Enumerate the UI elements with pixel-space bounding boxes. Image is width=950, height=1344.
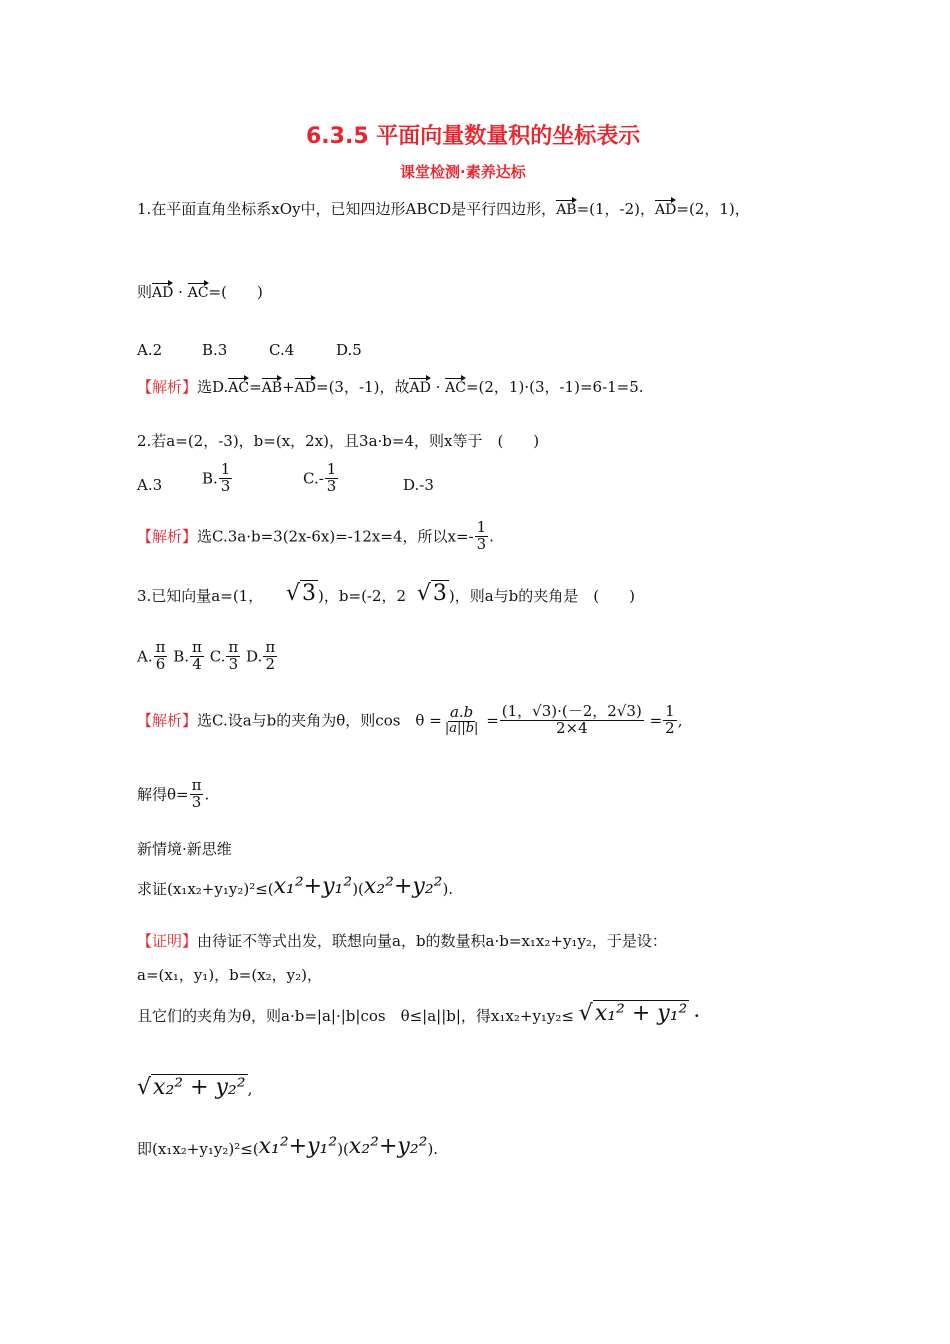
vector-ab: AB: [556, 202, 577, 218]
q1-question: 则AD · AC=( ): [137, 283, 263, 301]
sqrt-3: 3: [302, 581, 317, 606]
q1-stem: 1.在平面直角坐标系xOy中，已知四边形ABCD是平行四边形，AB=(1，-2)，AD=(2，1)，: [137, 200, 750, 218]
page-title: 6.3.5 平面向量数量积的坐标表示: [306, 124, 641, 149]
sqrt-expression: x₂² + y₂²: [153, 1075, 246, 1100]
section-heading: 新情境·新思维: [137, 840, 232, 858]
proof-line-3: 且它们的夹角为θ，则a·b=|a|·|b|cos θ≤|a||b|，得x₁x₂+y₁y₂≤ √x₁² + y₁² ·: [137, 1001, 700, 1026]
q3-solve: 解得θ= $\frac{\pi}{3}$ .: [137, 776, 210, 811]
prove-statement: 求证(x₁x₂+y₁y₂)²≤(x₁²+y₁²)(x₂²+y₂²).: [137, 874, 454, 899]
vector-ad: AD: [655, 202, 677, 218]
q3-analysis: 【解析】选C.设a与b的夹角为θ，则cos θ = $\frac{a.b}{|a||b|}$ = $\frac{(1,√3)\cdot(-2,2√3)}{2\times 4}$ = $\frac{1}{2}$ ,: [137, 702, 683, 737]
conclusion: 即(x₁x₂+y₁y₂)²≤(x₁²+y₁²)(x₂²+y₂²).: [137, 1134, 439, 1159]
q1-option-d: D.5: [336, 341, 362, 359]
proof-line-2: a=(x₁，y₁)，b=(x₂，y₂)，: [137, 966, 323, 984]
q2-option-b: B. $\frac{1}{3}$: [202, 460, 231, 495]
q1-option-b: B.3: [202, 341, 228, 359]
q2-stem: 2.若a=(2，-3)，b=(x，2x)，且3a·b=4，则x等于 ( ): [137, 432, 540, 450]
q1-option-a: A.2: [137, 341, 163, 359]
sqrt-3: 3: [432, 581, 447, 606]
q1-option-c: C.4: [269, 341, 295, 359]
analysis-tag: 【解析】: [137, 527, 198, 546]
proof-line-4: √x₂² + y₂² ,: [137, 1075, 253, 1100]
q2-option-a: A.3: [137, 476, 163, 494]
sqrt-expression: x₁² + y₁²: [594, 1001, 688, 1026]
analysis-tag: 【解析】: [137, 711, 198, 730]
proof-line-1: 【证明】由待证不等式出发，联想向量a，b的数量积a·b=x₁x₂+y₁y₂，于是设：: [137, 932, 667, 950]
analysis-tag: 【解析】: [137, 378, 198, 396]
q3-options: A. $\frac{\pi}{6}$ B. $\frac{\pi}{4}$ C. $\frac{\pi}{3}$ D. $\frac{\pi}{2}$: [137, 638, 276, 673]
vector-ac: AC: [187, 285, 209, 301]
vector-ad: AD: [152, 285, 174, 301]
page-subtitle: 课堂检测·素养达标: [400, 163, 526, 181]
q1-analysis: 【解析】选D.AC=AB+AD=(3，-1)，故AD · AC=(2，1)·(3，-1)=6-1=5.: [137, 378, 644, 396]
q2-options: [137, 462, 477, 512]
q2-option-d: D.-3: [403, 476, 434, 494]
proof-tag: 【证明】: [137, 932, 198, 950]
q2-analysis: 【解析】选C.3a·b=3(2x-6x)=-12x=4，所以x=- $\frac{1}{3}$ .: [137, 518, 494, 553]
q3-stem: 3.已知向量a=(1， √3 )，b=(-2，2 √3 )，则a与b的夹角是 ( ): [137, 581, 635, 606]
q2-option-c: C.- $\frac{1}{3}$: [303, 460, 337, 495]
